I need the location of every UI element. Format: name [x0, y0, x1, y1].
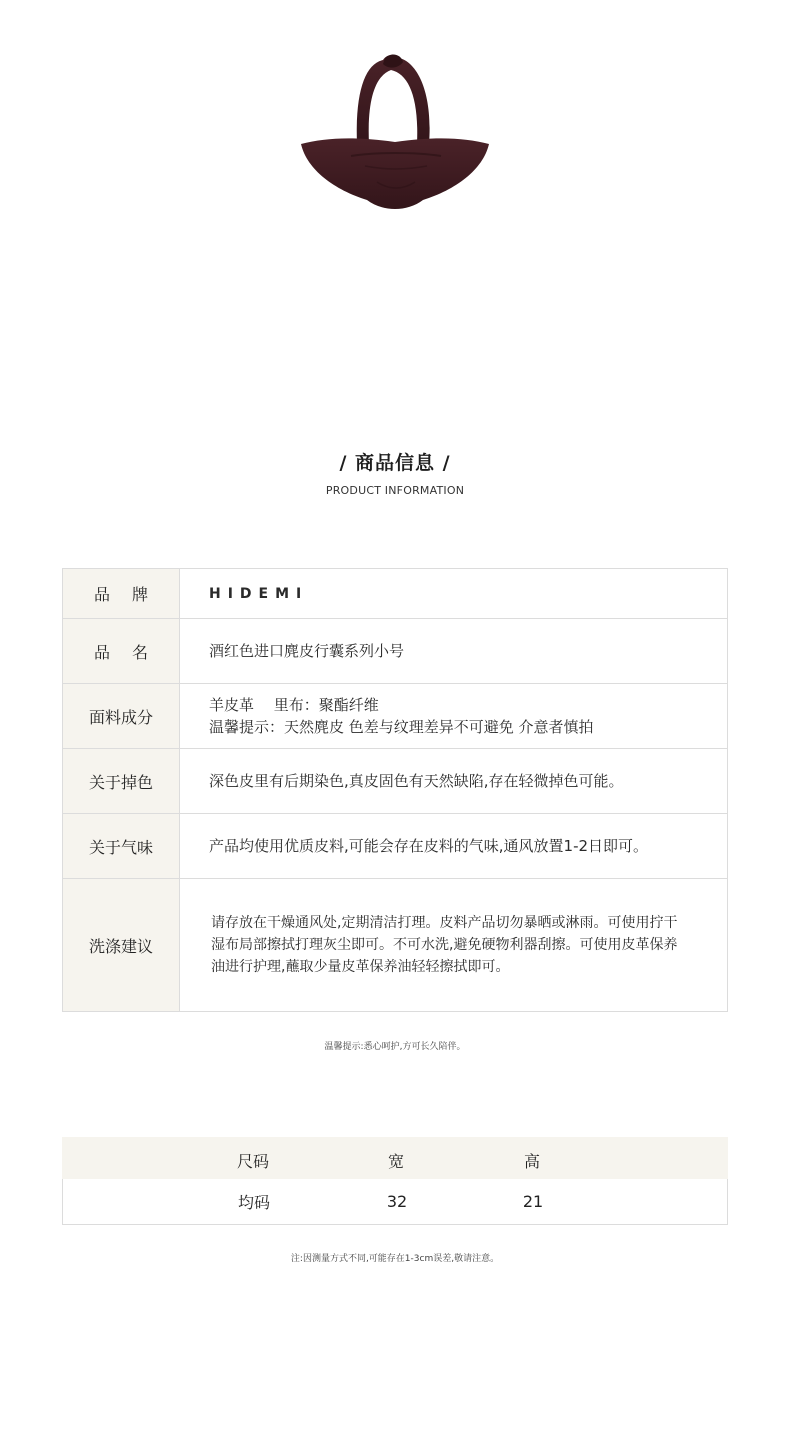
- info-value: [180, 814, 727, 878]
- info-value: [180, 879, 727, 1011]
- info-label: 品名: [63, 619, 180, 683]
- product-info-table: [62, 568, 728, 1012]
- material-note: 温馨提示：天然麂皮 色差与纹理差异不可避免 介意者慎拍: [209, 718, 594, 736]
- section-title: [0, 448, 790, 497]
- size-table-row: [62, 1179, 728, 1225]
- size-cell: 21: [522, 1192, 544, 1211]
- product-name: 酒红色进口麂皮行囊系列小号: [209, 642, 405, 660]
- size-header-cell: 宽: [387, 1151, 404, 1171]
- size-table: [62, 1137, 728, 1225]
- size-table-header: [62, 1137, 728, 1179]
- care-text: 请存放在干燥通风处,定期清洁打理。皮料产品切勿暴晒或淋雨。可使用拧干湿布局部擦拭打理灰尘即可。不可水洗,避免硬物利器刮擦。可使用皮革保养油进行护理,蘸取少量皮革保养油轻轻擦拭即可。: [211, 915, 678, 975]
- section-title-en: PRODUCT INFORMATION: [325, 484, 465, 497]
- care-note: 温馨提示:悉心呵护,方可长久陪伴。: [324, 1042, 466, 1052]
- info-row-brand: [63, 569, 727, 619]
- size-note: 注:因测量方式不同,可能存在1-3cm误差,敬请注意。: [290, 1254, 500, 1264]
- info-label: 洗涤建议: [63, 879, 180, 1011]
- info-value: [180, 569, 727, 618]
- section-title-zh: / 商品信息 /: [339, 452, 451, 474]
- info-row-fading: [63, 749, 727, 814]
- size-cell: 32: [386, 1192, 408, 1211]
- fading-text: 深色皮里有后期染色,真皮固色有天然缺陷,存在轻微掉色可能。: [209, 772, 624, 790]
- info-value: [180, 684, 727, 748]
- size-header-cell: 高: [523, 1151, 540, 1171]
- info-label: 关于掉色: [63, 749, 180, 813]
- odor-text: 产品均使用优质皮料,可能会存在皮料的气味,通风放置1-2日即可。: [209, 837, 649, 855]
- info-row-odor: [63, 814, 727, 879]
- size-cell: 均码: [237, 1193, 270, 1212]
- info-value: [180, 619, 727, 683]
- info-row-material: [63, 684, 727, 749]
- info-label: 关于气味: [63, 814, 180, 878]
- info-value: [180, 749, 727, 813]
- material-line: 羊皮革 里布：聚酯纤维: [209, 696, 379, 714]
- info-label: 面料成分: [63, 684, 180, 748]
- info-row-care: [63, 879, 727, 1011]
- info-row-name: [63, 619, 727, 684]
- size-header-cell: 尺码: [236, 1151, 269, 1171]
- info-label: 品牌: [63, 569, 180, 618]
- product-bag-image: [295, 52, 495, 220]
- brand-name: HIDEMI: [209, 585, 309, 602]
